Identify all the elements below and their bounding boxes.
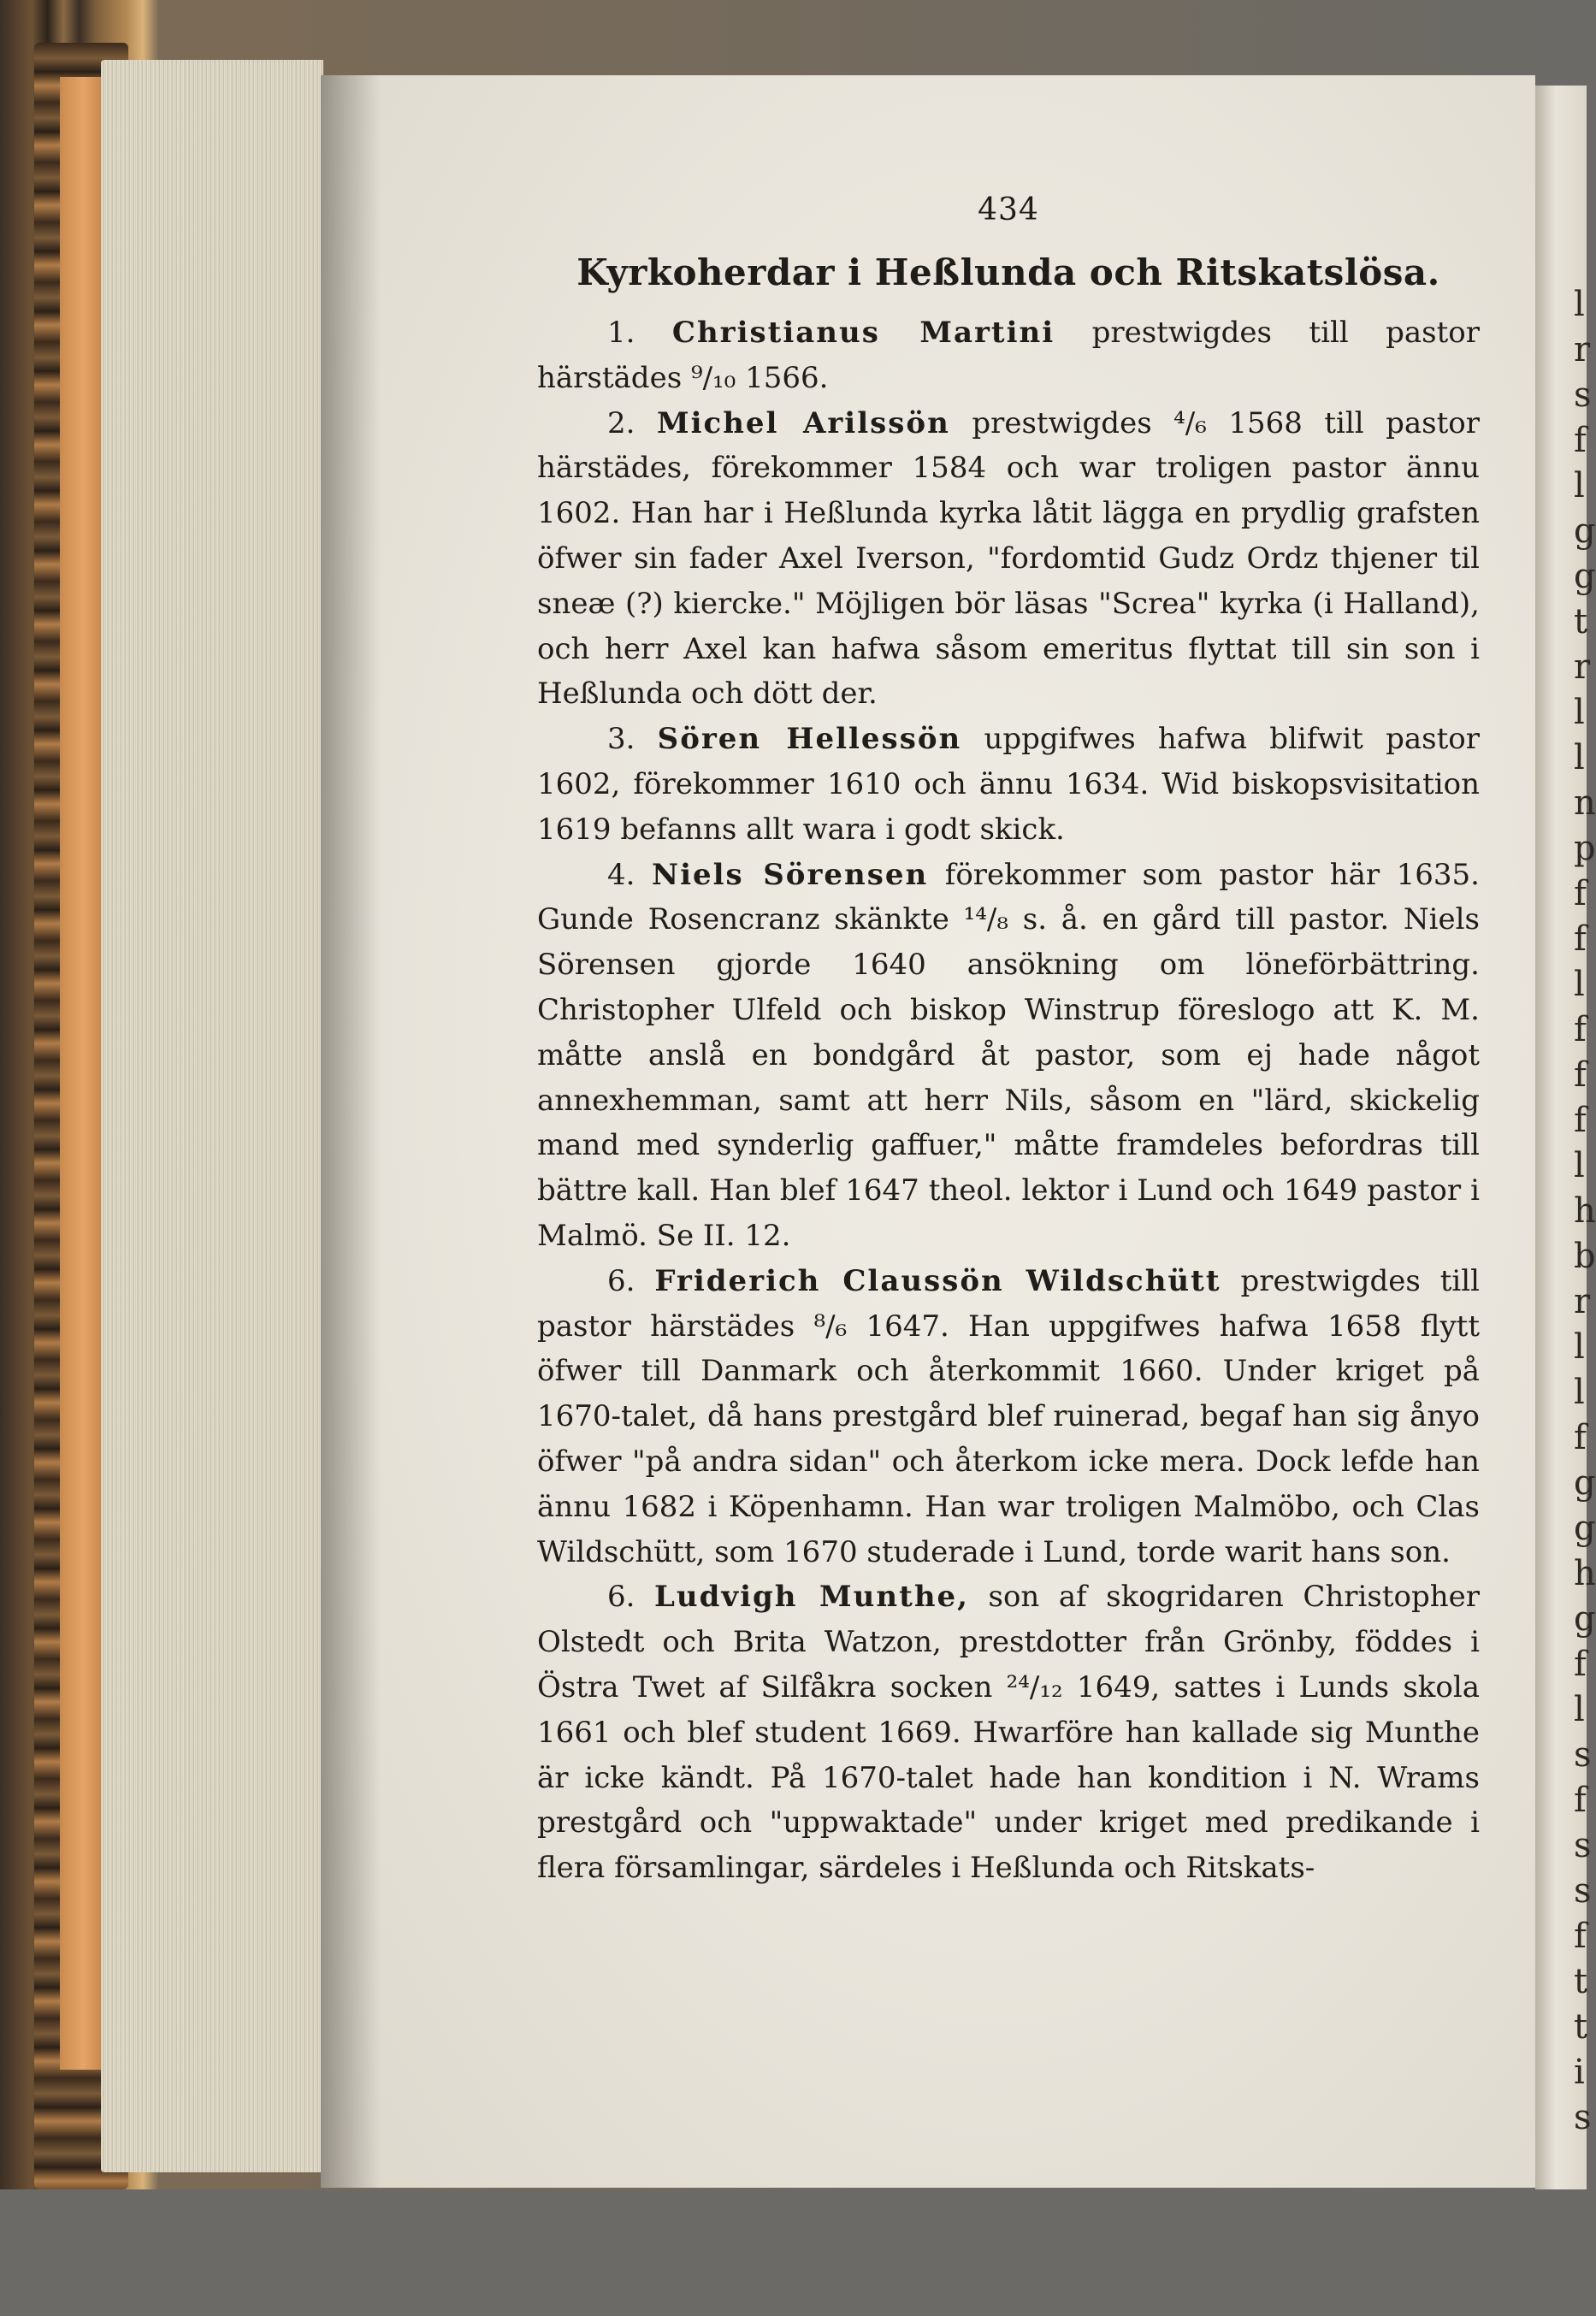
- next-page-letter: f: [1574, 1781, 1587, 1820]
- next-page-letter: f: [1574, 421, 1587, 460]
- next-page-letter: n: [1574, 783, 1596, 823]
- entry-number: 1.: [607, 316, 635, 350]
- page-text: [537, 192, 1480, 1891]
- next-page-letter: g: [1574, 557, 1596, 596]
- next-page-letter: g: [1574, 1599, 1596, 1639]
- next-page-letter: l: [1574, 693, 1585, 732]
- entry-paragraph: [537, 401, 1480, 718]
- next-page-letter: s: [1574, 375, 1592, 415]
- entry-number: 6.: [607, 1580, 635, 1615]
- entry-number: 2.: [607, 405, 635, 440]
- entry-text: prestwigdes till pastor härstädes ⁹/₁₀ 1566.: [537, 316, 1481, 395]
- entry-name: Ludvigh Munthe,: [653, 1580, 970, 1615]
- entry-name: Niels Sörensen: [651, 857, 929, 892]
- next-page-letter: g: [1574, 1509, 1596, 1548]
- entry: [537, 853, 1480, 1259]
- next-page-letter: r: [1574, 330, 1591, 369]
- next-page-letter: f: [1574, 874, 1587, 913]
- entry-paragraph: [537, 717, 1480, 852]
- entry-paragraph: [537, 310, 1480, 401]
- next-page-letter: f: [1574, 1418, 1587, 1457]
- entry-text: förekommer som pastor här 1635. Gunde Rosencranz skänkte ¹⁴/₈ s. å. en gård till pastor. Niels Sörensen gjorde 1640 ansökning om löneförbättring. Christopher Ulfeld och biskop Winstrup föreslogo att K. M. måtte anslå en bondgård åt pastor, som ej hade något annexhemman, samt att herr Nils, såsom en "lärd, skickelig mand med synderlig gaffuer," måtte framdeles befordras till bättre kall. Han blef 1647 theol. lektor i Lund och 1649 pastor i Malmö. Se II. 12.: [537, 857, 1480, 1253]
- entry-number: 6.: [607, 1263, 635, 1298]
- next-page-letter: f: [1574, 1917, 1587, 1956]
- next-page-letter: r: [1574, 647, 1591, 687]
- entry: [537, 717, 1480, 852]
- entry-name: Sören Hellessön: [657, 722, 962, 757]
- next-page-letter: l: [1574, 1690, 1585, 1729]
- next-page-letter: l: [1574, 738, 1585, 777]
- next-page-letter: h: [1574, 1191, 1596, 1231]
- next-page-letter: f: [1574, 1645, 1587, 1684]
- page-number: 434: [978, 192, 1039, 227]
- next-page-letter: l: [1574, 1373, 1585, 1412]
- next-page-letter: t: [1574, 602, 1588, 641]
- next-page-letter: s: [1574, 1871, 1592, 1911]
- next-page-letter: p: [1574, 829, 1596, 868]
- entry-paragraph: [537, 1575, 1480, 1891]
- entry-text: uppgifwes hafwa blifwit pastor 1602, förekommer 1610 och ännu 1634. Wid biskopsvisitation 1619 befanns allt wara i godt skick.: [537, 722, 1481, 847]
- next-page-letter: l: [1574, 285, 1585, 324]
- next-page-letter: f: [1574, 1055, 1587, 1095]
- entry: [537, 310, 1480, 401]
- entry-name: Christianus Martini: [671, 316, 1055, 350]
- entry-text: son af skogridaren Christopher Olstedt och Brita Watzon, prestdotter från Grönby, föddes i Östra Twet af Silfåkra socken ²⁴/₁₂ 1649, sattes i Lunds skola 1661 och blef student 1669. Hwarföre han kallade sig Munthe är icke kändt. På 1670-talet hade han kondition i N. Wrams prestgård och "uppwaktade" under kriget med predikande i flera församlingar, särdeles i Heßlunda och Ritskats-: [537, 1580, 1481, 1886]
- next-page-letters: [1574, 282, 1596, 2141]
- entry: [537, 1575, 1480, 1891]
- next-page-letter: b: [1574, 1237, 1596, 1276]
- next-page-letter: f: [1574, 1101, 1587, 1140]
- next-page-letter: s: [1574, 1826, 1592, 1865]
- entry-text: prestwigdes ⁴/₆ 1568 till pastor härstädes, förekommer 1584 och war troligen pastor ännu 1602. Han har i Heßlunda kyrka låtit lägga en prydlig grafsten öfwer sin fader Axel Iverson, "fordomtid Gudz Ordz thjener til sneæ (?) kiercke." Möjligen bör läsas "Screa" kyrka (i Halland), och herr Axel kan hafwa såsom emeritus flyttat till sin son i Heßlunda och dött der.: [537, 405, 1481, 712]
- next-page-letter: f: [1574, 1010, 1587, 1049]
- entry-number: 4.: [607, 857, 635, 892]
- book-endpaper: [60, 77, 107, 2070]
- next-page-letter: g: [1574, 511, 1596, 551]
- entry-name: Friderich Claussön Wildschütt: [654, 1263, 1221, 1298]
- next-page-letter: s: [1574, 2098, 1592, 2137]
- entry-paragraph: [537, 853, 1480, 1259]
- entry: [537, 401, 1480, 718]
- page-heading: Kyrkoherdar i Heßlunda och Ritskatslösa.: [576, 251, 1440, 293]
- entry-text: prestwigdes till pastor härstädes ⁸/₆ 1647. Han uppgifwes hafwa 1658 flytt öfwer till Danmark och återkommit 1660. Under kriget på 1670-talet, då hans prestgård blef ruinerad, begaf han sig ånyo öfwer "på andra sidan" och återkom icke mera. Dock lefde han ännu 1682 i Köpenhamn. Han war troligen Malmöbo, och Clas Wildschütt, som 1670 studerade i Lund, torde warit hans son.: [537, 1263, 1481, 1569]
- next-page-letter: f: [1574, 919, 1587, 959]
- next-page-letter: h: [1574, 1554, 1596, 1593]
- next-page-letter: t: [1574, 2007, 1588, 2047]
- next-page-letter: l: [1574, 1146, 1585, 1185]
- next-page-letter: l: [1574, 1327, 1585, 1367]
- next-page-letter: l: [1574, 965, 1585, 1004]
- background-bottom: [0, 2189, 1587, 2316]
- next-page-letter: l: [1574, 466, 1585, 505]
- next-page-edge: [1535, 86, 1596, 2189]
- next-page-letter: s: [1574, 1735, 1592, 1775]
- next-page-letter: r: [1574, 1282, 1591, 1321]
- entry-paragraph: [537, 1259, 1480, 1575]
- entry: [537, 1259, 1480, 1575]
- entry-number: 3.: [607, 722, 635, 757]
- next-page-letter: g: [1574, 1463, 1596, 1503]
- entry-name: Michel Arilssön: [656, 405, 950, 440]
- next-page-letter: i: [1574, 2053, 1585, 2092]
- next-page-letter: t: [1574, 1962, 1588, 2001]
- spine-shadow: [321, 75, 381, 2188]
- page-stack: [101, 60, 323, 2172]
